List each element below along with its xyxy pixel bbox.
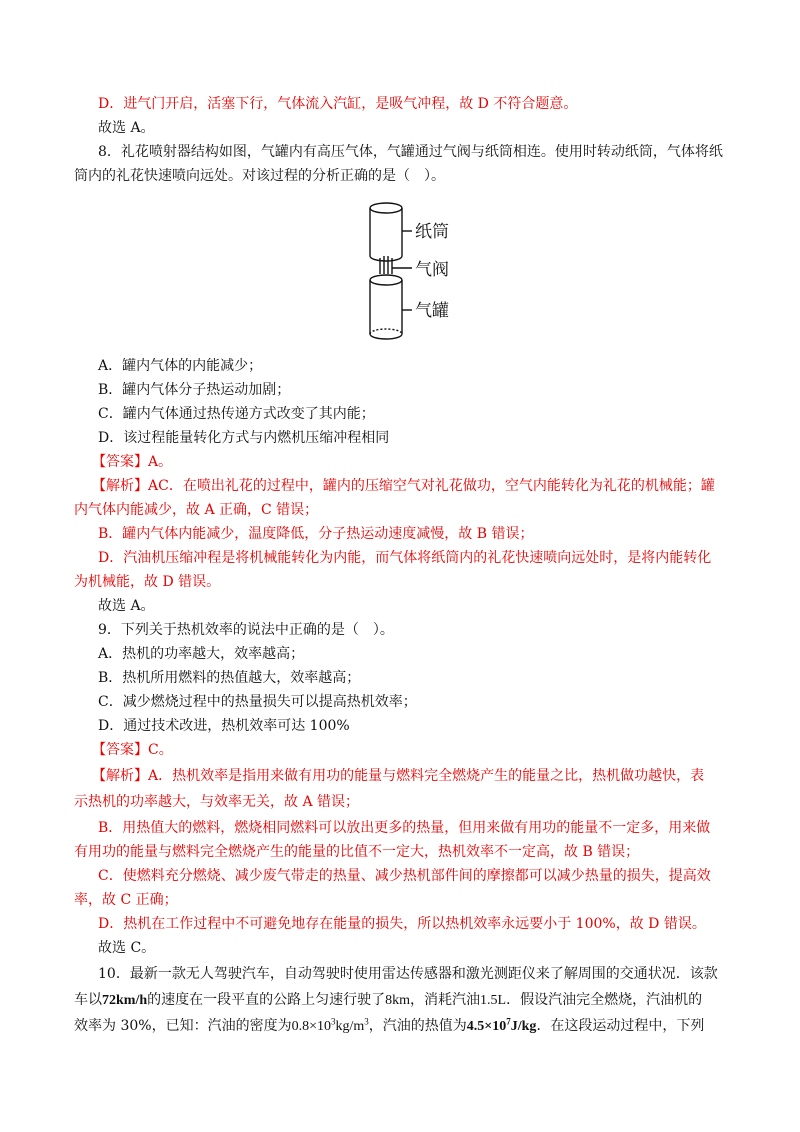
q10-stem-line3 (74, 1016, 730, 1037)
q8-choose: 故选 A。 (98, 598, 155, 614)
q9-explanation-line6: 率，故 C 正确； (74, 892, 178, 908)
q10-text: ．假设汽油完全燃烧，汽油机的 (506, 992, 703, 1008)
q9-option-b: B．热机所用燃料的热值越大，效率越高； (98, 670, 361, 686)
q10-density (291, 1016, 369, 1034)
q10-text: ．在这段运动过程中，下列 (536, 1018, 705, 1034)
q10-text: ，消耗汽油 (410, 992, 481, 1008)
q10-heat-exp: 7 (506, 1016, 511, 1027)
label-paper-tube: 纸筒 (415, 222, 449, 242)
q9-explanation-line3: B．用热值大的燃料，燃烧相同燃料可以放出更多的热量，但用来做有用功的能量不一定多，用来做 (98, 820, 711, 836)
q10-stem-line2 (74, 990, 730, 1011)
q9-explanation-line5: C．使燃料充分燃烧、减少废气带走的热量、减少热机部件间的摩擦都可以减少热量的损失，提高效 (98, 868, 711, 884)
q8-explanation-line5: 为机械能，故 D 错误。 (74, 574, 221, 590)
q10-volume: 1.5L (480, 993, 507, 1008)
q10-heat-unit: J/kg (510, 1019, 537, 1034)
q9-answer: 【答案】C。 (92, 742, 173, 758)
q10-density-unit-exp: 3 (364, 1016, 369, 1027)
q9-explanation-line2: 示热机的功率越大，与效率无关，故 A 错误； (74, 794, 360, 810)
q10-text: 的速度在一段平直的公路上匀速行驶了 (147, 992, 386, 1008)
q10-density-unit: kg/m (335, 1019, 365, 1034)
q9-option-a: A．热机的功率越大，效率越高； (98, 646, 305, 662)
q8-explanation-line2: 内气体内能减少，故 A 正确，C 错误； (74, 502, 319, 518)
q10-speed: 72km/h (102, 993, 148, 1008)
q9-option-c: C．减少燃烧过程中的热量损失可以提高热机效率； (98, 694, 417, 710)
q8-option-b: B．罐内气体分子热运动加剧； (98, 382, 291, 398)
q10-text: 效率为 30%，已知：汽油的密度为 (74, 1018, 292, 1034)
q10-text: ，汽油的热值为 (368, 1018, 467, 1034)
q8-stem-line2: 筒内的礼花快速喷向远处。对该过程的分析正确的是（ ）。 (74, 168, 445, 184)
q8-stem-line1: 8．礼花喷射器结构如图，气罐内有高压气体，气罐通过气阀与纸筒相连。使用时转动纸筒，气体将纸 (98, 144, 723, 160)
q10-density-value: 0.8×10 (291, 1019, 331, 1034)
q8-option-d: D．该过程能量转化方式与内燃机压缩冲程相同 (98, 430, 390, 446)
q10-text: 车以 (74, 992, 102, 1008)
label-gas-tank: 气罐 (415, 301, 449, 321)
q8-explanation-line3: B．罐内气体内能减少，温度降低，分子热运动速度减慢，故 B 错误； (98, 526, 534, 542)
q10-heat-value (466, 1016, 537, 1034)
q10-heat-number: 4.5×10 (466, 1019, 507, 1034)
fireworks-launcher-figure (358, 198, 468, 346)
q9-option-d: D．通过技术改进，热机效率可达 100% (98, 718, 350, 734)
q9-explanation-line1: 【解析】A．热机效率是指用来做有用功的能量与燃料完全燃烧产生的能量之比，热机做功越快，表 (92, 768, 705, 784)
q8-option-c: C．罐内气体通过热传递方式改变了其内能； (98, 406, 375, 422)
q7-choose: 故选 A。 (98, 120, 155, 136)
tube-top (370, 203, 402, 213)
q9-explanation-line4: 有用功的能量与燃料完全燃烧产生的能量的比值不一定大，热机效率不一定高，故 B 错误； (74, 844, 640, 860)
q9-stem: 9．下列关于热机效率的说法中正确的是（ ）。 (98, 622, 394, 638)
q8-answer: 【答案】A。 (92, 454, 173, 470)
q8-explanation-line1: 【解析】AC．在喷出礼花的过程中，罐内的压缩空气对礼花做功，空气内能转化为礼花的机械能；罐 (92, 478, 715, 494)
q10-stem-line1: 10．最新一款无人驾驶汽车，自动驾驶时使用雷达传感器和激光测距仪来了解周围的交通状况．该款 (98, 966, 718, 982)
q8-option-a: A．罐内气体的内能减少； (98, 358, 263, 374)
q7-option-d-explanation: D．进气门开启，活塞下行，气体流入汽缸，是吸气冲程，故 D 不符合题意。 (98, 96, 578, 112)
label-gas-valve: 气阀 (415, 260, 449, 280)
q8-explanation-line4: D．汽油机压缩冲程是将机械能转化为内能，而气体将纸筒内的礼花快速喷向远处时，是将内能转化 (98, 550, 712, 566)
q10-density-exp: 3 (330, 1016, 336, 1027)
q9-explanation-line7: D．热机在工作过程中不可避免地存在能量的损失，所以热机效率永远要小于 100%，故 D 错误。 (98, 916, 706, 932)
q9-choose: 故选 C。 (98, 940, 156, 956)
q10-distance: 8km (385, 993, 411, 1008)
